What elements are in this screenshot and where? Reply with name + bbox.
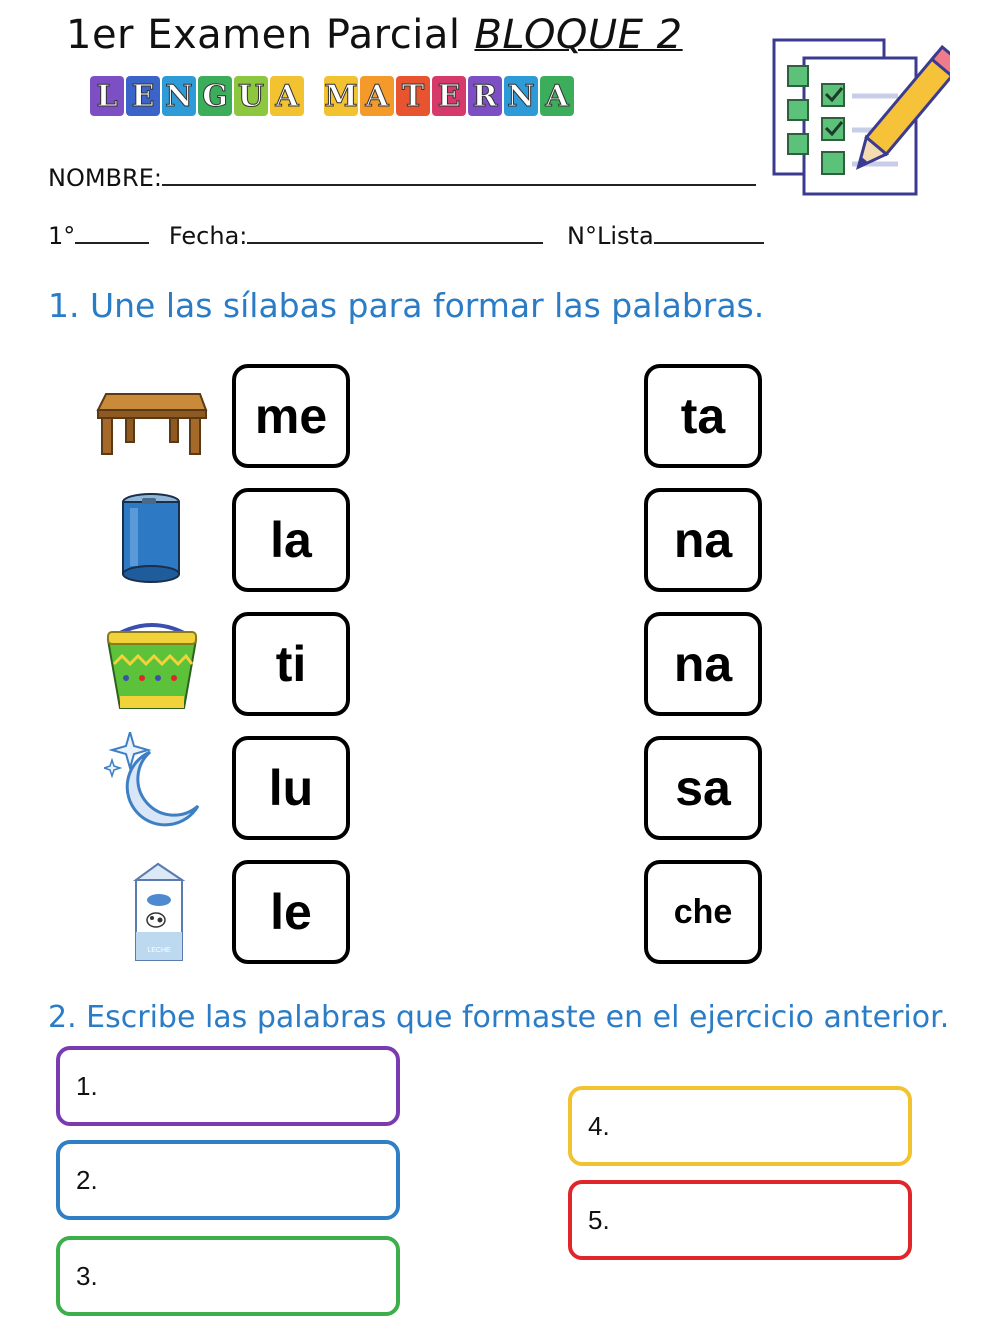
right-syllable-box[interactable]: che xyxy=(644,860,762,964)
nombre-label: NOMBRE: xyxy=(48,164,162,192)
fecha-input-line[interactable] xyxy=(247,242,543,244)
right-syllable-box[interactable]: ta xyxy=(644,364,762,468)
answer-box-5[interactable] xyxy=(568,1180,912,1260)
subject-letter-tile: G xyxy=(198,76,232,116)
answer-box-label: 3. xyxy=(76,1260,98,1291)
left-syllable-box[interactable]: ti xyxy=(232,612,350,716)
page-title xyxy=(66,12,683,58)
name-field-row xyxy=(48,164,756,192)
milk-label: LECHE xyxy=(147,947,171,954)
moon-image xyxy=(104,732,204,832)
grado-label: 1° xyxy=(48,222,76,250)
subject-letter-tile: M xyxy=(324,76,358,116)
subject-letter-tile: A xyxy=(270,76,304,116)
exercise2-title: 2. Escribe las palabras que formaste en el ejercicio anterior. xyxy=(48,1000,950,1035)
subject-letter-tile: L xyxy=(90,76,124,116)
can-image xyxy=(118,492,184,584)
checklist-pencil-icon xyxy=(770,36,950,198)
subject-letter-tile: T xyxy=(396,76,430,116)
subject-letter-tile: U xyxy=(234,76,268,116)
left-syllable-box[interactable]: lu xyxy=(232,736,350,840)
answer-box-4[interactable] xyxy=(568,1086,912,1166)
subject-letter-tile: E xyxy=(126,76,160,116)
fecha-label: Fecha: xyxy=(168,222,248,250)
answer-box-3[interactable] xyxy=(56,1236,400,1316)
subject-letter-tile: N xyxy=(504,76,538,116)
answer-box-label: 2. xyxy=(76,1164,98,1195)
answer-box-label: 4. xyxy=(588,1110,610,1141)
subject-letter-tile: R xyxy=(468,76,502,116)
bucket-image xyxy=(102,620,202,712)
bloque-label: BLOQUE 2 xyxy=(474,12,683,58)
answer-box-label: 5. xyxy=(588,1204,610,1235)
left-syllable-box[interactable]: le xyxy=(232,860,350,964)
name-input-line[interactable] xyxy=(162,184,756,186)
lista-label: N°Lista xyxy=(567,222,654,250)
subject-letter-tile: A xyxy=(360,76,394,116)
right-syllable-box[interactable]: na xyxy=(644,612,762,716)
table-image xyxy=(96,384,208,456)
exam-title: 1er Examen Parcial xyxy=(66,12,461,58)
subject-letter-tile: E xyxy=(432,76,466,116)
subject-letter-tile: N xyxy=(162,76,196,116)
grado-input-line[interactable] xyxy=(75,242,149,244)
right-syllable-box[interactable]: na xyxy=(644,488,762,592)
subject-letter-tile: A xyxy=(540,76,574,116)
answer-box-label: 1. xyxy=(76,1070,98,1101)
left-syllable-box[interactable]: me xyxy=(232,364,350,468)
answer-box-2[interactable] xyxy=(56,1140,400,1220)
exercise1-title: 1. Une las sílabas para formar las palabras. xyxy=(48,286,765,325)
info-field-row xyxy=(48,222,764,250)
answer-box-1[interactable] xyxy=(56,1046,400,1126)
subject-title xyxy=(90,76,574,116)
left-syllable-box[interactable]: la xyxy=(232,488,350,592)
milk-carton-image xyxy=(132,862,186,962)
lista-input-line[interactable] xyxy=(654,242,764,244)
subject-letter-tile xyxy=(306,76,322,116)
right-syllable-box[interactable]: sa xyxy=(644,736,762,840)
